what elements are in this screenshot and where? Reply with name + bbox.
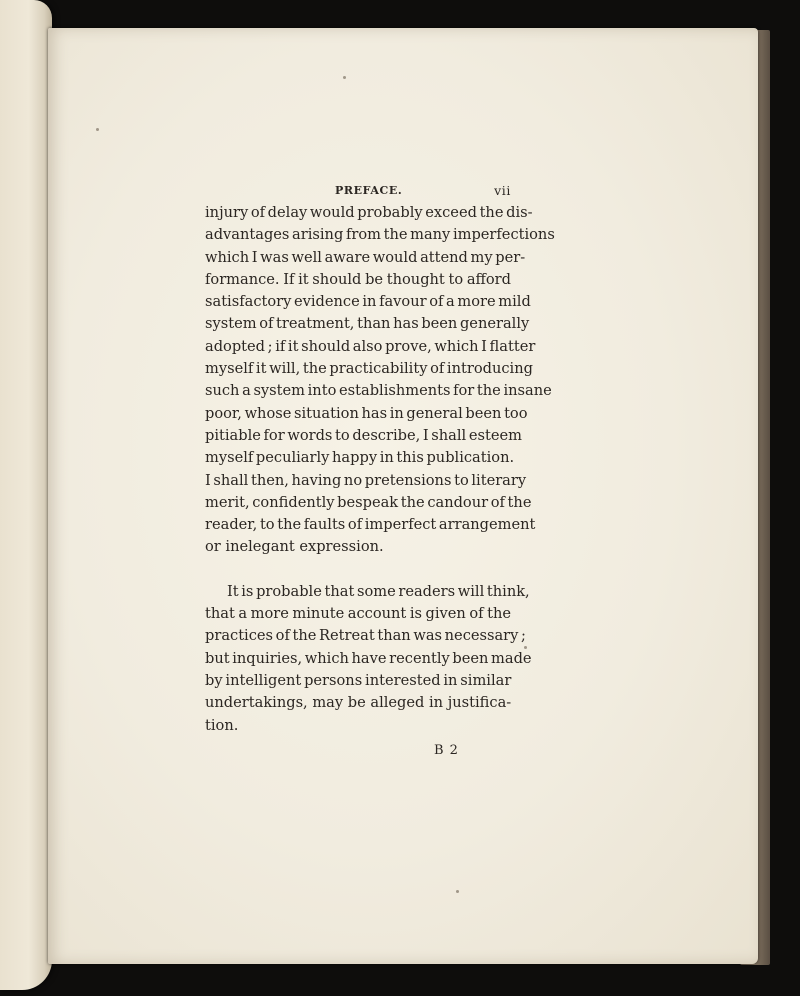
text-line: undertakings, may be alleged in justifica-	[205, 694, 512, 712]
paragraph-gap	[205, 559, 511, 581]
running-head	[205, 182, 511, 202]
text-line: formance. If it should be thought to afford	[205, 270, 511, 288]
paragraph-1	[205, 202, 555, 559]
text-line: tion.	[205, 716, 239, 734]
text-line: myself it will, the practicability of introducing	[205, 360, 533, 378]
text-line: or inelegant expression.	[205, 538, 384, 556]
text-line: but inquiries, which have recently been made	[205, 649, 532, 667]
page-number: vii	[494, 183, 511, 198]
text-line: satisfactory evidence in favour of a more mild	[205, 293, 531, 311]
paper-speck	[96, 128, 99, 131]
text-line: It is probable that some readers will think,	[227, 582, 530, 600]
signature-mark	[205, 739, 511, 763]
paper-speck	[343, 76, 346, 79]
facing-page-edge	[0, 0, 52, 990]
paper-speck	[456, 890, 459, 893]
text-line: adopted ; if it should also prove, which I flatter	[205, 337, 536, 355]
text-line: by intelligent persons interested in similar	[205, 671, 512, 689]
text-line: merit, confidently bespeak the candour of the	[205, 493, 532, 511]
body-text	[205, 202, 555, 737]
paper-speck	[524, 646, 527, 649]
text-line: advantages arising from the many imperfections	[205, 226, 555, 244]
text-line: which I was well aware would attend my per-	[205, 248, 526, 266]
text-line: practices of the Retreat than was necessary ;	[205, 627, 526, 645]
text-line: system of treatment, than has been generally	[205, 315, 530, 333]
text-line: such a system into establishments for the insane	[205, 382, 552, 400]
text-line: I shall then, having no pretensions to literary	[205, 471, 527, 489]
text-line: poor, whose situation has in general been too	[205, 404, 528, 422]
text-block	[205, 182, 555, 763]
text-line: that a more minute account is given of the	[205, 605, 511, 623]
running-title: PREFACE.	[335, 184, 403, 197]
text-line: injury of delay would probably exceed the dis-	[205, 204, 533, 221]
text-line: reader, to the faults of imperfect arrangement	[205, 516, 536, 534]
paragraph-2	[205, 581, 532, 737]
book-page	[48, 28, 758, 964]
signature-text: B 2	[434, 742, 459, 758]
text-line: myself peculiarly happy in this publication.	[205, 449, 515, 467]
text-line: pitiable for words to describe, I shall esteem	[205, 426, 522, 444]
